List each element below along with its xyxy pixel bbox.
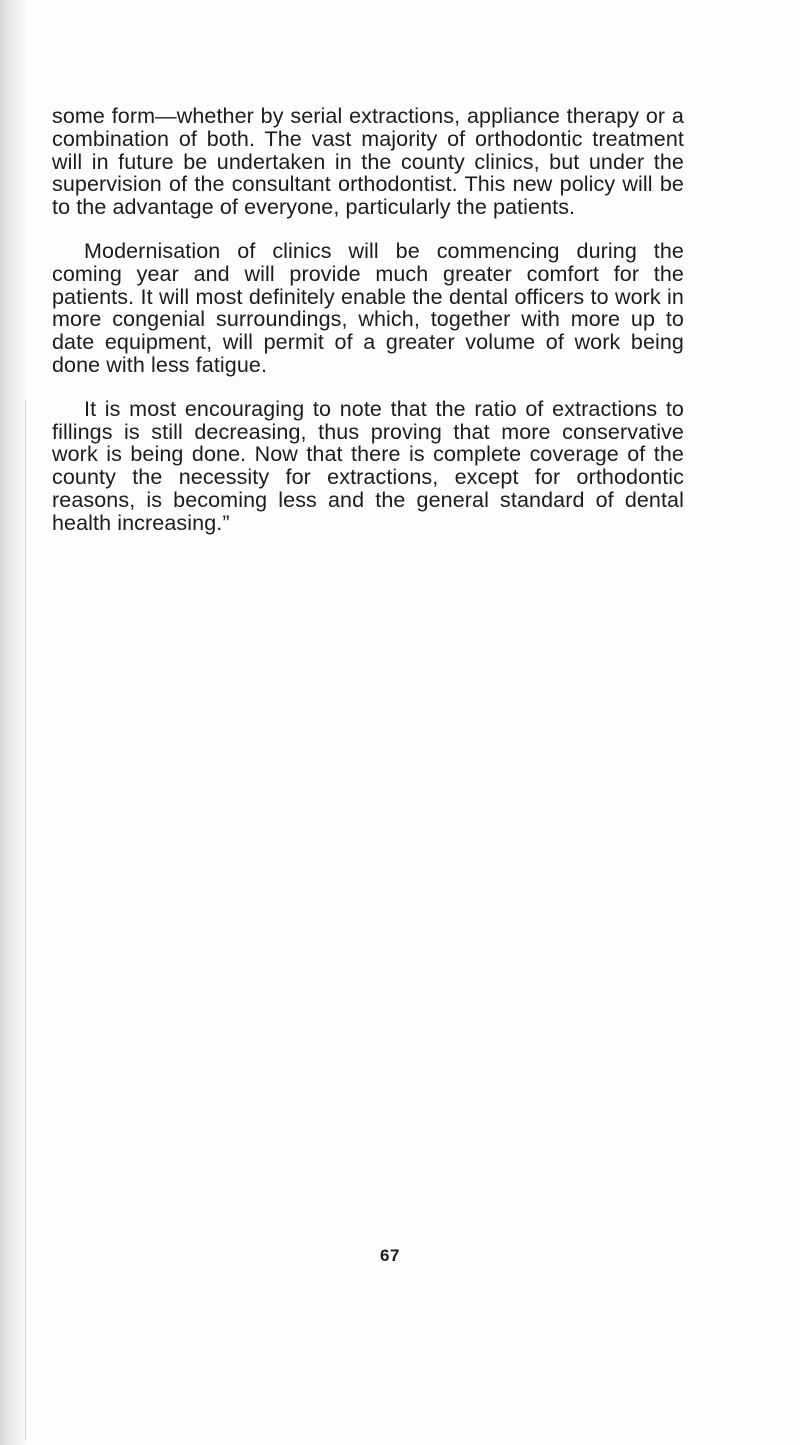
paragraph-modernisation: Modernisation of clinics will be commencing during the coming year and will provide much greater comfort for the patients. It will most definitely enable the dental officers to work in more congenial surroundings, which, together with more up to date equipment, will permit of a greater volume of work being done with less fatigue. [52,238,684,377]
body-text [52,105,684,535]
binding-shadow [0,0,28,1445]
page-number: 67 [380,1246,400,1265]
paragraph-orthodontic-treatment: some form—whether by serial extractions, appliance therapy or a combination of both. The vast majority of orthodontic treatment will in future be undertaken in the county clinics, but under the supervision of the consultant orthodontist. This new policy will be to the advantage of everyone, particularly the patients. [52,104,684,220]
binding-edge-line [25,400,26,1440]
paragraph-extractions-ratio: It is most encouraging to note that the ratio of extractions to fillings is still decreasing, thus proving that more conservative work is being done. Now that there is complete coverage of the county the necessity for extractions, except for orthodontic reasons, is becoming less and the general standard of dental health increasing.” [52,396,684,535]
